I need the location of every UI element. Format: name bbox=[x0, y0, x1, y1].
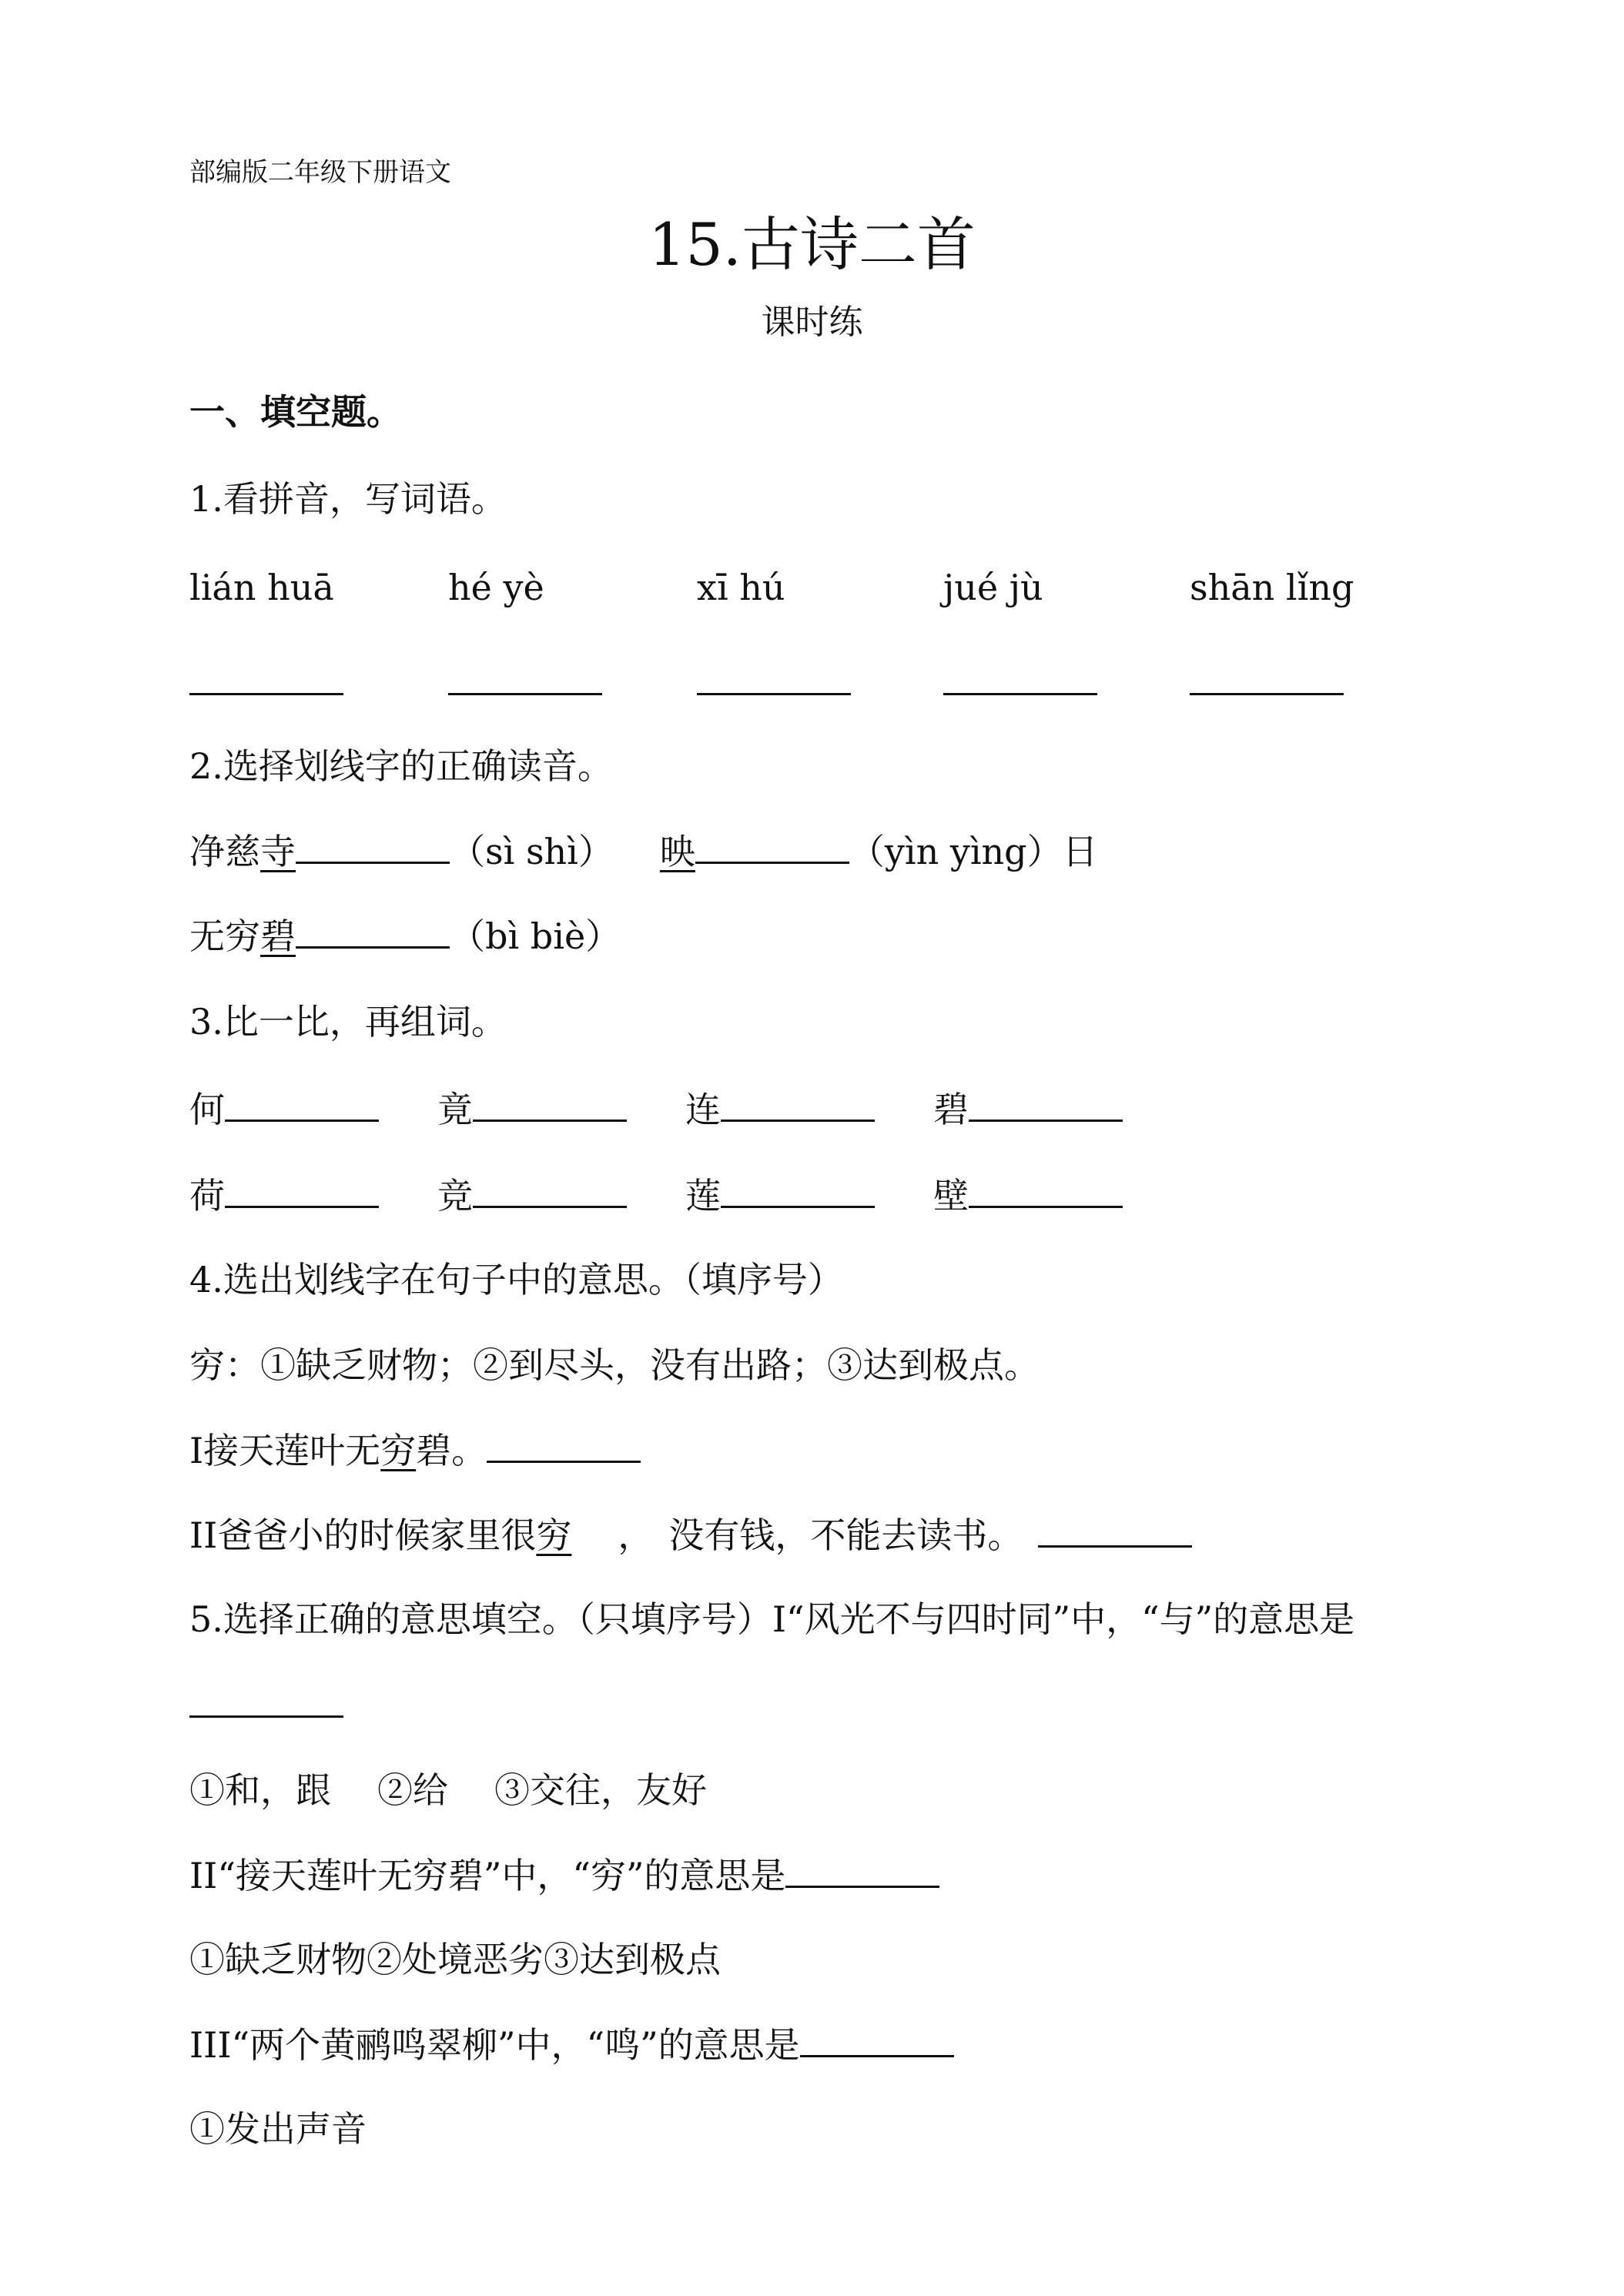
q2-item1-prefix: 净慈 bbox=[189, 831, 260, 872]
q4-s2-underlined: 穷 bbox=[536, 1514, 572, 1556]
q5-option: ①和，跟 bbox=[189, 1769, 331, 1811]
q4-s2-prefix: II爸爸小的时候家里很 bbox=[189, 1514, 537, 1556]
q4-prompt: 4.选出划线字在句子中的意思。（填序号） bbox=[189, 1259, 843, 1300]
q2-item2-options: （yìn yìng）日 bbox=[849, 831, 1098, 872]
answer-blank[interactable] bbox=[225, 1086, 379, 1122]
q4-s1-suffix: 碧。 bbox=[416, 1430, 487, 1471]
q3-char: 何 bbox=[189, 1089, 225, 1130]
q2-row2 bbox=[189, 912, 621, 959]
q4-s1-underlined: 穷 bbox=[380, 1430, 417, 1471]
q3-char: 连 bbox=[685, 1089, 721, 1130]
q5-options-1 bbox=[189, 1767, 707, 1813]
q3-char: 壁 bbox=[933, 1175, 969, 1217]
q3-char: 莲 bbox=[685, 1175, 721, 1217]
pinyin-2: hé yè bbox=[448, 567, 544, 608]
q2-item1-underlined: 寺 bbox=[260, 831, 296, 872]
q2-prompt: 2.选择划线字的正确读音。 bbox=[189, 745, 613, 787]
answer-blank[interactable] bbox=[800, 2021, 954, 2057]
answer-blank[interactable] bbox=[969, 1172, 1123, 1208]
answer-blank[interactable] bbox=[225, 1172, 379, 1208]
answer-blank[interactable] bbox=[189, 693, 343, 695]
q4-s2-comma: ， bbox=[618, 1514, 654, 1556]
answer-blank[interactable] bbox=[296, 912, 450, 949]
q5-q2-text: II“接天莲叶无穷碧”中，“穷”的意思是 bbox=[189, 1855, 786, 1896]
answer-blank[interactable] bbox=[943, 693, 1097, 695]
page-title: 15.古诗二首 bbox=[648, 210, 976, 279]
answer-blank[interactable] bbox=[448, 693, 602, 695]
q5-option: ②给 bbox=[377, 1769, 448, 1811]
q4-s1-prefix: I接天莲叶无 bbox=[189, 1430, 381, 1471]
answer-blank[interactable] bbox=[785, 1852, 939, 1888]
answer-blank[interactable] bbox=[189, 1715, 343, 1718]
page-subtitle: 课时练 bbox=[761, 303, 863, 342]
q5-question-3 bbox=[189, 2021, 954, 2068]
answer-blank[interactable] bbox=[1190, 693, 1344, 695]
answer-blank[interactable] bbox=[1038, 1511, 1192, 1548]
answer-blank[interactable] bbox=[695, 828, 849, 864]
q5-option: ③交往，友好 bbox=[494, 1769, 707, 1811]
q4-sentence-2 bbox=[189, 1511, 1192, 1558]
answer-blank[interactable] bbox=[473, 1086, 627, 1122]
q5-prompt: 5.选择正确的意思填空。（只填序号）I“风光不与四时同”中，“与”的意思是 bbox=[189, 1598, 1355, 1640]
q5-question-2 bbox=[189, 1852, 939, 1899]
pinyin-1: lián huā bbox=[189, 567, 334, 608]
answer-blank[interactable] bbox=[969, 1086, 1123, 1122]
pinyin-4: jué jù bbox=[943, 567, 1043, 608]
section-heading: 一、填空题。 bbox=[189, 391, 402, 433]
q3-char: 荷 bbox=[189, 1175, 225, 1217]
q1-prompt: 1.看拼音，写词语。 bbox=[189, 478, 507, 520]
q3-char: 竟 bbox=[437, 1089, 473, 1130]
q3-char: 竞 bbox=[437, 1175, 473, 1217]
answer-blank[interactable] bbox=[487, 1427, 641, 1463]
pinyin-5: shān lǐng bbox=[1190, 567, 1354, 608]
q2-row1 bbox=[189, 828, 1098, 875]
q2-item1-options: （sì shì） bbox=[450, 831, 614, 872]
q2-item3-underlined: 碧 bbox=[260, 915, 296, 957]
answer-blank[interactable] bbox=[296, 828, 450, 864]
answer-blank[interactable] bbox=[473, 1172, 627, 1208]
header-text: 部编版二年级下册语文 bbox=[189, 157, 451, 188]
q5-options-2: ①缺乏财物②处境恶劣③达到极点 bbox=[189, 1939, 721, 1980]
q2-item3-prefix: 无穷 bbox=[189, 915, 260, 957]
q2-item3-options: （bì biè） bbox=[450, 915, 621, 957]
q4-definitions: 穷：①缺乏财物；②到尽头，没有出路；③达到极点。 bbox=[189, 1344, 1040, 1386]
q5-q3-text: III“两个黄鹂鸣翠柳”中，“鸣”的意思是 bbox=[189, 2024, 800, 2066]
q3-char: 碧 bbox=[933, 1089, 969, 1130]
q3-prompt: 3.比一比，再组词。 bbox=[189, 1001, 507, 1043]
answer-blank[interactable] bbox=[721, 1172, 875, 1208]
answer-blank[interactable] bbox=[697, 693, 851, 695]
q4-sentence-1 bbox=[189, 1427, 641, 1474]
pinyin-3: xī hú bbox=[697, 567, 785, 608]
answer-blank[interactable] bbox=[721, 1086, 875, 1122]
q4-s2-rest: 没有钱，不能去读书。 bbox=[668, 1514, 1023, 1556]
q5-options-3: ①发出声音 bbox=[189, 2108, 367, 2150]
q2-item2-underlined: 映 bbox=[659, 831, 695, 872]
